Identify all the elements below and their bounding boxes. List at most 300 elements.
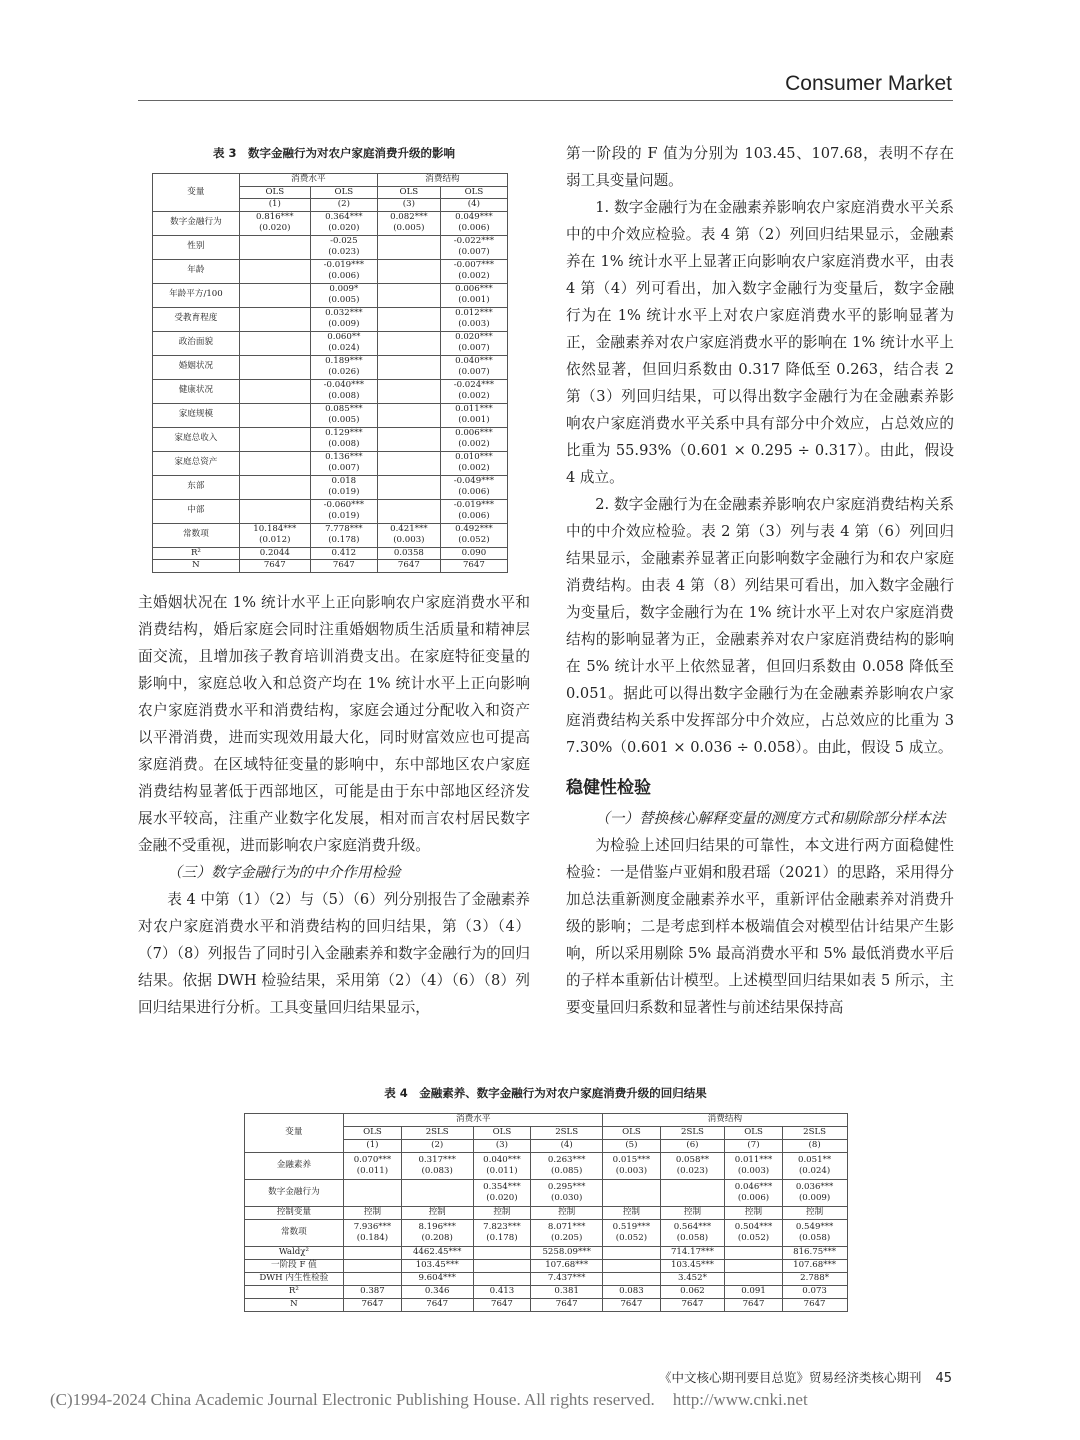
table-cell: 控制	[660, 1207, 725, 1220]
table-cell	[377, 235, 440, 259]
coefficient-value: 0.046***	[734, 1181, 773, 1192]
table-cell	[603, 1247, 660, 1260]
table-cell	[473, 1180, 530, 1207]
table-cell	[377, 403, 440, 427]
running-header-title: Consumer Market	[785, 72, 952, 95]
table-cell	[473, 1273, 530, 1286]
table-cell: 7647	[239, 560, 310, 573]
table-row	[244, 1153, 847, 1180]
table-row	[153, 283, 508, 307]
table-cell: 0.062	[660, 1286, 725, 1299]
right-subheading-robustness: （一）替换核心解释变量的测度方式和剔除部分样本法	[595, 810, 946, 827]
table-cell	[440, 259, 507, 283]
table-cell	[377, 211, 440, 235]
table-cell	[473, 1220, 530, 1247]
table-row-label: 年龄平方/100	[153, 283, 240, 307]
table-cell: 0.073	[782, 1286, 847, 1299]
table-row-label: 中部	[153, 499, 240, 523]
coefficient-value: 0.317***	[418, 1154, 456, 1165]
table-cell	[377, 331, 440, 355]
table-cell	[440, 499, 507, 523]
table-cell	[473, 1260, 530, 1273]
table-row	[153, 427, 508, 451]
table-cell	[310, 331, 377, 355]
table-row	[244, 1260, 847, 1273]
table-cell: 控制	[531, 1207, 603, 1220]
standard-error: (0.001)	[458, 415, 490, 425]
table-row-label: 数字金融行为	[153, 211, 240, 235]
table-cell	[473, 1247, 530, 1260]
table-cell: 7647	[377, 560, 440, 573]
table-row-label: N	[244, 1299, 344, 1312]
table-row-label: 家庭规模	[153, 403, 240, 427]
table-cell	[725, 1180, 782, 1207]
table-cell	[239, 307, 310, 331]
table-cell	[377, 283, 440, 307]
section-title-robustness: 稳健性检验	[566, 778, 651, 798]
table-cell: 7647	[344, 1299, 401, 1312]
table-colnum-cell: (8)	[782, 1140, 847, 1153]
table-cell	[660, 1220, 725, 1247]
table-cell	[440, 523, 507, 547]
right-paragraph-4: 为检验上述回归结果的可靠性，本文进行两方面稳健性检验：一是借鉴卢亚娟和殷君瑶（2021）的思路，采用得分加总法重新测度金融素养水平，重新评估金融素养对消费升级的影响；二是考虑到样本极端值会对模型估计结果产生影响，所以采用剔除 5% 最高消费水平和 5% 最低消费水平后的子样本重新估计模型。上述模型回归结果如表 5 所示，主要变量回归系数和显著性与前述结果保持高	[566, 837, 954, 1016]
table-row-label: N	[153, 560, 240, 573]
standard-error: (0.026)	[328, 367, 360, 377]
coefficient-value: 0.006***	[455, 427, 493, 438]
table-cell	[531, 1180, 603, 1207]
table-row	[153, 499, 508, 523]
coefficient-value: 0.011***	[455, 403, 493, 414]
table-row	[153, 211, 508, 235]
coefficient-value: 7.936***	[353, 1221, 392, 1232]
table-cell	[401, 1153, 473, 1180]
table-cell	[401, 1180, 473, 1207]
standard-error: (0.008)	[328, 391, 360, 401]
table-cell: 0.0358	[377, 547, 440, 560]
table-cell	[377, 523, 440, 547]
table-row-label: 数字金融行为	[244, 1180, 344, 1207]
standard-error: (0.002)	[458, 439, 490, 449]
table-row	[153, 403, 508, 427]
coefficient-value: 10.184***	[253, 523, 297, 534]
table-header-row	[244, 1114, 847, 1127]
table-row-label: 性别	[153, 235, 240, 259]
coefficient-value: 0.049***	[455, 211, 493, 222]
table-cell: 103.45***	[660, 1260, 725, 1273]
table-cell: 3.452*	[660, 1273, 725, 1286]
standard-error: (0.007)	[458, 343, 490, 353]
coefficient-value: 0.295***	[547, 1181, 586, 1192]
table4	[244, 1113, 848, 1312]
table-cell: 103.45***	[401, 1260, 473, 1273]
standard-error: (0.005)	[393, 223, 425, 233]
header-divider	[138, 100, 953, 101]
table-cell: 0.090	[440, 547, 507, 560]
coefficient-value: 0.816***	[256, 211, 294, 222]
table-cell	[782, 1153, 847, 1180]
table-cell	[239, 259, 310, 283]
standard-error: (0.184)	[356, 1233, 389, 1243]
table-method-cell: 2SLS	[531, 1127, 603, 1140]
coefficient-value: 0.020***	[455, 331, 493, 342]
table-row-label: 政治面貌	[153, 331, 240, 355]
table-cell: 控制	[344, 1207, 401, 1220]
standard-error: (0.020)	[486, 1193, 518, 1203]
table-cell	[725, 1260, 782, 1273]
right-column	[566, 140, 954, 1021]
table-variable-header: 变量	[153, 174, 240, 212]
table-cell: 0.346	[401, 1286, 473, 1299]
coefficient-value: 0.036***	[795, 1181, 834, 1192]
table-group-header: 消费结构	[377, 174, 507, 187]
coefficient-value: 0.011***	[734, 1154, 773, 1165]
table-cell: 0.412	[310, 547, 377, 560]
standard-error: (0.007)	[328, 463, 360, 473]
table-cell: 7647	[603, 1299, 660, 1312]
standard-error: (0.006)	[458, 511, 490, 521]
table-method-cell: OLS	[725, 1127, 782, 1140]
table-cell	[239, 331, 310, 355]
table-cell	[473, 1153, 530, 1180]
left-paragraph-2: 表 4 中第（1）（2）与（5）（6）列分别报告了金融素养对农户家庭消费水平和消费结构的回归结果，第（3）（4）（7）（8）列报告了同时引入金融素养和数字金融行为的回归结果。依据 DWH 检验结果，采用第（2）（4）（6）（8）列回归结果进行分析。工具变量回归结果显示，	[138, 890, 530, 1016]
table-header-row	[153, 174, 508, 187]
table-cell	[603, 1180, 660, 1207]
table-method-cell: OLS	[473, 1127, 530, 1140]
table-cell	[344, 1273, 401, 1286]
standard-error: (0.008)	[328, 439, 360, 449]
table-row-label: R²	[153, 547, 240, 560]
table-method-cell: 2SLS	[660, 1127, 725, 1140]
standard-error: (0.006)	[328, 271, 360, 281]
standard-error: (0.011)	[356, 1166, 389, 1176]
coefficient-value: 0.082***	[390, 211, 428, 222]
table-cell	[310, 211, 377, 235]
table-row	[244, 1286, 847, 1299]
table-cell	[440, 307, 507, 331]
table-cell	[782, 1180, 847, 1207]
table-cell	[239, 283, 310, 307]
table-row-label: R²	[244, 1286, 344, 1299]
table-row	[153, 475, 508, 499]
table-cell: 0.387	[344, 1286, 401, 1299]
standard-error: (0.085)	[551, 1166, 583, 1176]
table-cell: 7647	[725, 1299, 782, 1312]
table-cell	[660, 1180, 725, 1207]
table3	[152, 173, 508, 573]
table-row-label: 健康状况	[153, 379, 240, 403]
standard-error: (0.003)	[615, 1166, 648, 1176]
table-cell	[344, 1153, 401, 1180]
table-cell	[239, 523, 310, 547]
standard-error: (0.024)	[798, 1166, 831, 1176]
table-row	[153, 379, 508, 403]
table-cell: 7647	[782, 1299, 847, 1312]
table-row	[153, 560, 508, 573]
standard-error: (0.006)	[458, 487, 490, 497]
coefficient-value: -0.019***	[323, 259, 365, 270]
table-cell: 107.68***	[782, 1260, 847, 1273]
table-row	[153, 355, 508, 379]
right-paragraph-3: 2. 数字金融行为在金融素养影响农户家庭消费结构关系中的中介效应检验。表 2 第（3）列与表 4 第（6）列回归结果显示，金融素养显著正向影响数字金融行为和农户家庭消费结构。由表 4 第（8）列结果可看出，加入数字金融行为变量后，数字金融行为在 1% 统计水平上对农户家庭消费结构的影响显著为正，金融素养对农户家庭消费结构的影响在 5% 统计水平上依然显著，但回归系数由 0.058 降低至 0.051。据此可以得出数字金融行为在金融素养影响农户家庭消费结构关系中发挥部分中介效应，占总效应的比重为 37.30%（0.601 × 0.036 ÷ 0.058）。由此，假设 5 成立。	[566, 496, 954, 756]
table-cell	[310, 307, 377, 331]
table-colnum-cell: (3)	[377, 199, 440, 212]
table-row	[244, 1180, 847, 1207]
table-cell: 7647	[531, 1299, 603, 1312]
table-row	[153, 259, 508, 283]
standard-error: (0.003)	[393, 535, 425, 545]
table-cell	[440, 355, 507, 379]
coefficient-value: 7.778***	[325, 523, 363, 534]
coefficient-value: -0.007***	[453, 259, 495, 270]
table-cell	[239, 475, 310, 499]
coefficient-value: 0.040***	[483, 1154, 521, 1165]
coefficient-value: 0.070***	[353, 1154, 392, 1165]
table-colnum-cell: (2)	[310, 199, 377, 212]
coefficient-value: 0.006***	[455, 283, 493, 294]
table-colnum-cell: (5)	[603, 1140, 660, 1153]
footer-journal: 《中文核心期刊要目总览》贸易经济类核心期刊	[658, 1370, 922, 1385]
table-cell: 4462.45***	[401, 1247, 473, 1260]
table-row-label: 金融素养	[244, 1153, 344, 1180]
left-column	[138, 145, 530, 1021]
table-cell	[603, 1220, 660, 1247]
coefficient-value: -0.049***	[453, 475, 495, 486]
table-colnum-cell: (6)	[660, 1140, 725, 1153]
table-cell: 7647	[660, 1299, 725, 1312]
table-cell	[603, 1273, 660, 1286]
table-method-cell: OLS	[440, 186, 507, 199]
table-row-label: 东部	[153, 475, 240, 499]
standard-error: (0.178)	[328, 535, 360, 545]
table-cell	[440, 475, 507, 499]
table-group-header: 消费水平	[239, 174, 377, 187]
standard-error: (0.083)	[421, 1166, 453, 1176]
table-row-label: 年龄	[153, 259, 240, 283]
table-row-label: 常数项	[244, 1220, 344, 1247]
table-cell	[239, 499, 310, 523]
copyright-url: http://www.cnki.net	[672, 1390, 808, 1409]
standard-error: (0.007)	[458, 367, 490, 377]
table-cell	[310, 355, 377, 379]
page-number: 45	[935, 1371, 952, 1386]
coefficient-value: 0.040***	[455, 355, 493, 366]
table-cell	[660, 1153, 725, 1180]
coefficient-value: 0.060**	[327, 331, 361, 342]
standard-error: (0.007)	[458, 247, 490, 257]
right-paragraph-2: 1. 数字金融行为在金融素养影响农户家庭消费水平关系中的中介效应检验。表 4 第（2）列回归结果显示，金融素养在 1% 统计水平上显著正向影响农户家庭消费水平，由表 4 第（4）列可看出，加入数字金融行为变量后，数字金融行为在 1% 统计水平上对农户家庭消费水平的影响显著为正，金融素养对农户家庭消费水平的影响在 1% 统计水平上依然显著，但回归系数由 0.317 降低至 0.263，结合表 2 第（3）列回归结果，可以得出数字金融行为在金融素养影响农户家庭消费水平关系中具有部分中介效应，占总效应的比重为 55.93%（0.601 × 0.295 ÷ 0.317）。由此，假设 4 成立。	[566, 199, 954, 486]
coefficient-value: 0.136***	[325, 451, 363, 462]
table-cell	[531, 1153, 603, 1180]
standard-error: (0.006)	[458, 223, 490, 233]
right-paragraph-1: 第一阶段的 F 值为分别为 103.45、107.68，表明不存在弱工具变量问题。	[566, 145, 954, 189]
standard-error: (0.011)	[486, 1166, 518, 1176]
coefficient-value: 0.051**	[797, 1154, 832, 1165]
table4-block	[138, 1085, 953, 1312]
table-colnum-cell: (3)	[473, 1140, 530, 1153]
standard-error: (0.208)	[421, 1233, 453, 1243]
table-cell	[239, 403, 310, 427]
table-cell	[440, 427, 507, 451]
coefficient-value: -0.025	[330, 235, 358, 246]
table-row	[153, 331, 508, 355]
table-cell: 7647	[440, 560, 507, 573]
table-cell	[239, 235, 310, 259]
table-cell: 控制	[473, 1207, 530, 1220]
table-cell: 7647	[310, 560, 377, 573]
table-cell: 7.437***	[531, 1273, 603, 1286]
copyright-watermark	[50, 1390, 808, 1410]
coefficient-value: 0.354***	[483, 1181, 521, 1192]
table-cell	[239, 379, 310, 403]
table-cell	[239, 451, 310, 475]
coefficient-value: 8.196***	[418, 1221, 456, 1232]
standard-error: (0.052)	[615, 1233, 648, 1243]
table-cell: 9.604***	[401, 1273, 473, 1286]
coefficient-value: 0.364***	[325, 211, 363, 222]
table-colnum-cell: (1)	[239, 199, 310, 212]
coefficient-value: 0.189***	[325, 355, 363, 366]
table-method-cell: 2SLS	[782, 1127, 847, 1140]
table-cell	[310, 451, 377, 475]
table-colnum-cell: (1)	[344, 1140, 401, 1153]
table-method-cell: OLS	[310, 186, 377, 199]
table-cell	[440, 235, 507, 259]
table-cell: 5258.09***	[531, 1247, 603, 1260]
table-cell: 控制	[401, 1207, 473, 1220]
coefficient-value: 0.010***	[455, 451, 493, 462]
coefficient-value: -0.022***	[453, 235, 495, 246]
table-group-header: 消费水平	[344, 1114, 603, 1127]
table-row-label: 控制变量	[244, 1207, 344, 1220]
table-cell	[310, 235, 377, 259]
table-cell: 控制	[603, 1207, 660, 1220]
table-cell	[440, 379, 507, 403]
table-cell	[239, 355, 310, 379]
standard-error: (0.052)	[458, 535, 490, 545]
table-row	[244, 1247, 847, 1260]
table-cell: 107.68***	[531, 1260, 603, 1273]
table-method-cell: OLS	[239, 186, 310, 199]
table-cell	[440, 331, 507, 355]
table-cell	[310, 379, 377, 403]
coefficient-value: 0.085***	[325, 403, 363, 414]
table-cell	[725, 1220, 782, 1247]
coefficient-value: 8.071***	[547, 1221, 586, 1232]
standard-error: (0.002)	[458, 463, 490, 473]
table-cell	[531, 1220, 603, 1247]
left-paragraph-1: 主婚姻状况在 1% 统计水平上正向影响农户家庭消费水平和消费结构，婚后家庭会同时注重婚姻物质生活质量和精神层面交流，且增加孩子教育培训消费支出。在家庭特征变量的影响中，家庭总收入和总资产均在 1% 统计水平上正向影响农户家庭消费水平和消费结构，家庭会通过分配收入和资产以平滑消费，进而实现效用最大化，同时财富效应也可提高家庭消费。在区域特征变量的影响中，东中部地区农户家庭消费结构显著低于西部地区，可能是由于东中部地区经济发展水平较高，注重产业数字化发展，相对而言农村居民数字金融不受重视，进而影响农户家庭消费升级。	[138, 593, 530, 854]
table-cell: 0.083	[603, 1286, 660, 1299]
table-cell	[344, 1220, 401, 1247]
standard-error: (0.006)	[737, 1193, 770, 1203]
table-group-header: 消费结构	[603, 1114, 847, 1127]
table-cell	[377, 355, 440, 379]
table-row	[153, 523, 508, 547]
table-row	[153, 307, 508, 331]
table-cell	[725, 1247, 782, 1260]
table-cell: 0.091	[725, 1286, 782, 1299]
table-row	[244, 1273, 847, 1286]
table-cell	[782, 1220, 847, 1247]
table-row-label: 婚姻状况	[153, 355, 240, 379]
table-method-cell: OLS	[344, 1127, 401, 1140]
table-row-label: DWH 内生性检验	[244, 1273, 344, 1286]
table-cell: 0.381	[531, 1286, 603, 1299]
table-row-label: 一阶段 F 值	[244, 1260, 344, 1273]
table-cell	[377, 307, 440, 331]
table-cell	[725, 1273, 782, 1286]
coefficient-value: -0.019***	[453, 499, 495, 510]
table-row-label: 常数项	[153, 523, 240, 547]
coefficient-value: 0.519***	[612, 1221, 651, 1232]
table-cell	[377, 259, 440, 283]
table-cell	[310, 475, 377, 499]
coefficient-value: 0.032***	[325, 307, 363, 318]
table-cell	[310, 427, 377, 451]
table-cell	[603, 1153, 660, 1180]
table-cell	[344, 1180, 401, 1207]
standard-error: (0.005)	[328, 295, 360, 305]
table-cell	[725, 1153, 782, 1180]
table-variable-header: 变量	[244, 1114, 344, 1153]
table-cell: 控制	[725, 1207, 782, 1220]
table-cell	[310, 259, 377, 283]
table-cell: 控制	[782, 1207, 847, 1220]
table-method-cell: 2SLS	[401, 1127, 473, 1140]
coefficient-value: 0.058**	[675, 1154, 710, 1165]
table-colnum-cell: (4)	[440, 199, 507, 212]
table-cell	[310, 283, 377, 307]
coefficient-value: 0.564***	[673, 1221, 712, 1232]
coefficient-value: 0.492***	[455, 523, 493, 534]
table-cell: 816.75***	[782, 1247, 847, 1260]
standard-error: (0.002)	[458, 391, 490, 401]
standard-error: (0.005)	[328, 415, 360, 425]
table-colnum-cell: (4)	[531, 1140, 603, 1153]
table-cell	[310, 523, 377, 547]
table-cell	[440, 283, 507, 307]
coefficient-value: 0.263***	[547, 1154, 586, 1165]
coefficient-value: 0.504***	[734, 1221, 773, 1232]
page-footer	[659, 1368, 952, 1386]
table-row	[244, 1207, 847, 1220]
standard-error: (0.009)	[328, 319, 360, 329]
standard-error: (0.024)	[328, 343, 360, 353]
coefficient-value: -0.040***	[323, 379, 365, 390]
table-cell	[377, 475, 440, 499]
table-cell	[377, 499, 440, 523]
standard-error: (0.012)	[259, 535, 291, 545]
table-row-label: 家庭总资产	[153, 451, 240, 475]
table-cell	[239, 211, 310, 235]
table3-caption: 表 3 数字金融行为对农户家庭消费升级的影响	[212, 146, 455, 160]
standard-error: (0.009)	[798, 1193, 831, 1203]
standard-error: (0.019)	[328, 511, 360, 521]
table-cell	[440, 211, 507, 235]
coefficient-value: -0.060***	[323, 499, 365, 510]
coefficient-value: 0.018	[331, 475, 357, 486]
table-cell	[377, 379, 440, 403]
table-cell: 0.413	[473, 1286, 530, 1299]
coefficient-value: 0.421***	[390, 523, 428, 534]
table-cell	[603, 1260, 660, 1273]
table-row-label: Waldχ²	[244, 1247, 344, 1260]
table-cell	[344, 1260, 401, 1273]
table-row	[153, 547, 508, 560]
standard-error: (0.205)	[551, 1233, 583, 1243]
table-cell	[401, 1220, 473, 1247]
table-cell	[377, 451, 440, 475]
